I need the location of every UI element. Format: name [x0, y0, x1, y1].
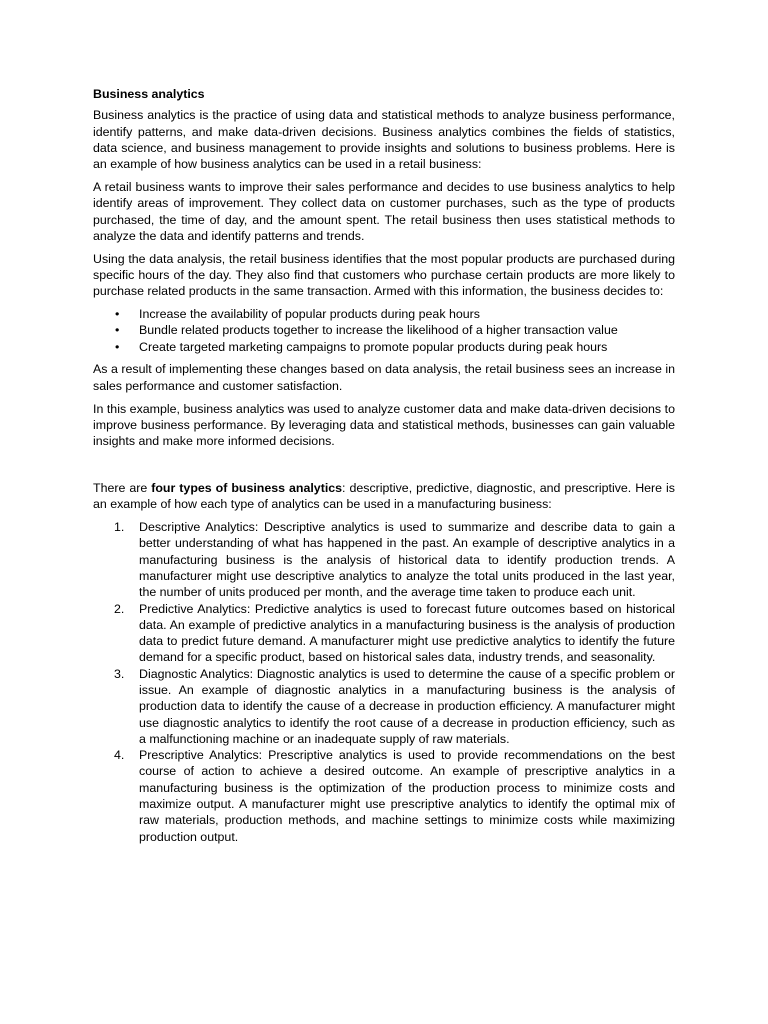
list-item [93, 666, 675, 747]
types-intro-bold: four types of business analytics [151, 480, 343, 495]
intro-paragraph: Business analytics is the practice of using data and statistical methods to analyze business performance, identify patterns, and make data-driven decisions. Business analytics combines the fields of statistics, data science, and business management to provide insights and solutions to business problems. Here is an example of how business analytics can be used in a retail business: [93, 108, 675, 172]
list-item-text: Diagnostic Analytics: Diagnostic analytics is used to determine the cause of a specific problem or issue. An example of diagnostic analytics in a manufacturing business is the analysis of production data to identify the cause of a decrease in production efficiency. A manufacturer might use diagnostic analytics to identify the root cause of a decrease in production efficiency, such as a malfunctioning machine or an inadequate supply of raw materials. [139, 666, 675, 746]
bullet-icon: • [115, 307, 120, 322]
list-item [93, 747, 675, 845]
list-item-text: Prescriptive Analytics: Prescriptive analytics is used to provide recommendations on the best course of action to achieve a desired outcome. An example of prescriptive analytics in a manufacturing business is the optimization of the production process to minimize costs and maximize output. A manufacturer might use prescriptive analytics to identify the optimal mix of raw materials, production methods, and machine settings to minimize costs while maximizing production output. [139, 748, 675, 844]
section-spacer [93, 456, 675, 480]
list-item [93, 306, 675, 322]
analytics-types-list [93, 519, 675, 845]
list-item [93, 519, 675, 600]
list-item [93, 601, 675, 666]
conclusion-paragraph: In this example, business analytics was used to analyze customer data and make data-driven decisions to improve business performance. By leveraging data and statistical methods, businesses can gain valuable insights and make more informed decisions. [93, 401, 675, 449]
bullet-icon: • [115, 323, 120, 338]
list-item-text: Predictive Analytics: Predictive analytics is used to forecast future outcomes based on historical data. An example of predictive analytics in a manufacturing business is the analysis of production data to predict future demand. A manufacturer might use predictive analytics to identify the future demand for a specific product, based on historical sales data, industry trends, and seasonality. [139, 601, 675, 665]
document-title: Business analytics [93, 87, 205, 101]
list-item [93, 339, 675, 355]
list-number: 1. [114, 520, 125, 535]
list-number: 4. [114, 748, 125, 763]
types-intro-before: There are [93, 480, 152, 495]
list-item [93, 322, 675, 338]
list-item-text: Increase the availability of popular products during peak hours [139, 307, 480, 322]
list-item-text: Bundle related products together to increase the likelihood of a higher transaction value [139, 323, 618, 338]
bullet-icon: • [115, 339, 120, 354]
list-number: 2. [114, 601, 125, 616]
types-intro-after: : descriptive, predictive, diagnostic, and prescriptive. Here is an example of how each type of analytics can be used in a manufacturing business: [93, 480, 675, 512]
result-paragraph: As a result of implementing these changes based on data analysis, the retail business sees an increase in sales performance and customer satisfaction. [93, 362, 675, 393]
list-item-text: Descriptive Analytics: Descriptive analytics is used to summarize and describe data to gain a better understanding of what has happened in the past. An example of descriptive analytics in a manufacturing business is the analysis of historical data to identify production trends. A manufacturer might use descriptive analytics to analyze the total units produced in the last year, the number of units produced per month, and the average time taken to produce each unit. [139, 520, 675, 600]
types-intro-paragraph [93, 480, 675, 513]
retail-paragraph: A retail business wants to improve their sales performance and decides to use business analytics to help identify areas of improvement. They collect data on customer purchases, such as the type of products purchased, the time of day, and the amount spent. The retail business then uses statistical methods to analyze the data and identify patterns and trends. [93, 179, 675, 243]
analysis-paragraph: Using the data analysis, the retail business identifies that the most popular products are purchased during specific hours of the day. They also find that customers who purchase certain products are more likely to purchase related products in the same transaction. Armed with this information, the business decides to: [93, 251, 675, 299]
list-item-text: Create targeted marketing campaigns to promote popular products during peak hours [139, 339, 608, 354]
action-list [93, 306, 675, 355]
list-number: 3. [114, 666, 125, 681]
